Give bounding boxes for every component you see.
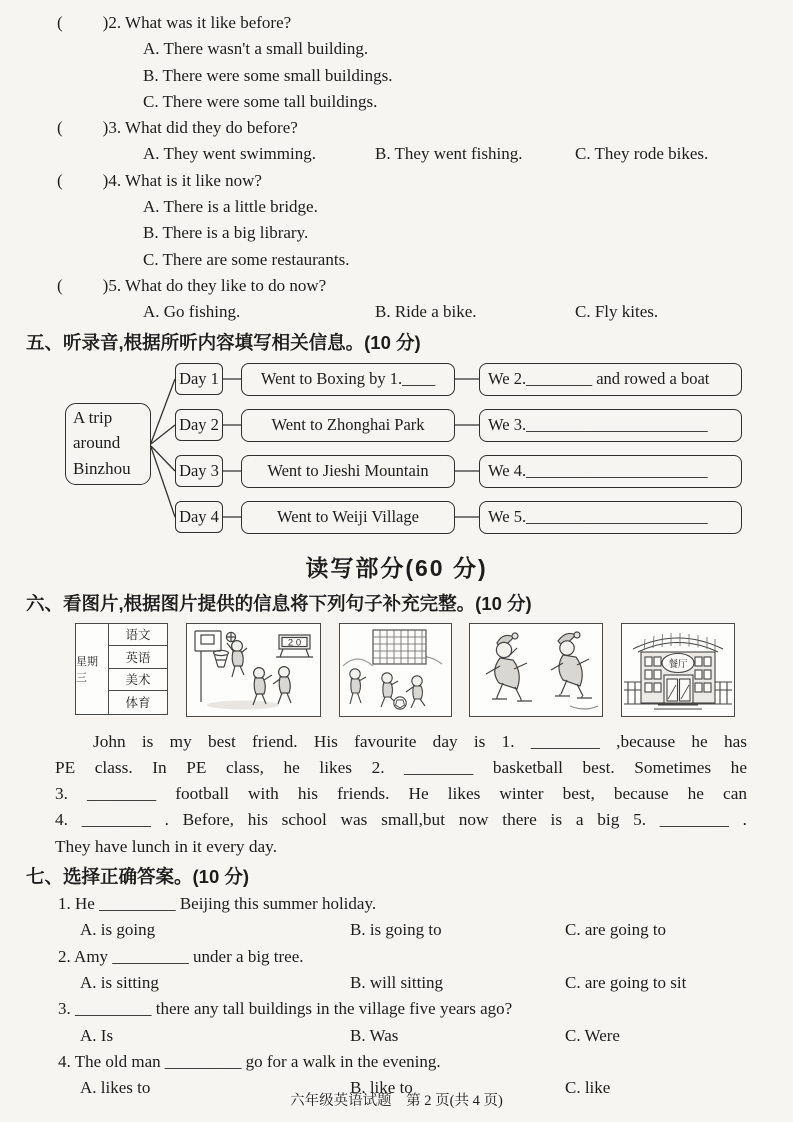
question-stem: 4. What is it like now? <box>108 170 262 190</box>
option-text: B. Was <box>350 1025 399 1045</box>
option-text: C. like <box>565 1078 611 1098</box>
grammar-mcq-block <box>0 891 793 1101</box>
diagram-day-box: Day 2 <box>175 409 223 441</box>
page-footer: 六年级英语试题 第 2 页(共 4 页) <box>290 1093 503 1109</box>
bracket-open: ( <box>57 170 63 190</box>
diagram-day-box: Day 3 <box>175 455 223 487</box>
bracket-open: ( <box>57 13 63 32</box>
option-text: C. are going to sit <box>565 972 687 992</box>
options-row <box>80 970 793 996</box>
question-stem: 3. What did they do before? <box>108 118 298 138</box>
option-text: C. There are some restaurants. <box>143 249 350 269</box>
schedule-day-cell: 星期三 <box>76 624 109 714</box>
option-text: A. There wasn't a small building. <box>143 39 369 59</box>
diagram-activity-box: Went to Boxing by 1.____ <box>241 363 455 396</box>
schedule-subject-cell: 美术 <box>109 669 167 692</box>
picture-basketball <box>186 623 321 717</box>
question-stem: 2. Amy _________ under a big tree. <box>58 946 304 966</box>
schedule-subject-cell: 英语 <box>109 646 167 669</box>
question-stem: 4. The old man _________ go for a walk in the evening. <box>58 1051 441 1071</box>
paragraph-line: 4. ________ . Before, his school was small,but now there is a big 5. ________ . <box>55 810 747 830</box>
answer-bracket <box>57 276 108 295</box>
option-text: B. like to <box>350 1078 413 1098</box>
part2-title: 读写部分(60 分) <box>305 554 488 581</box>
option-text: B. They went fishing. <box>375 144 523 164</box>
diagram-day-box: Day 1 <box>175 363 223 395</box>
answer-bracket <box>57 13 108 32</box>
pictures-row <box>75 623 735 717</box>
bracket-close: ) <box>102 118 109 138</box>
option-text: A. Go fishing. <box>143 302 241 322</box>
options-row <box>80 1023 793 1049</box>
answer-bracket <box>57 118 108 137</box>
scoreboard-text: 2 0 <box>287 637 301 649</box>
section5-heading: 五、听录音,根据所听内容填写相关信息。(10 分) <box>26 331 421 353</box>
bracket-open: ( <box>57 118 63 138</box>
option-text: B. There were some small buildings. <box>143 65 393 85</box>
diagram-activity-box: Went to Jieshi Mountain <box>241 455 455 488</box>
picture-football <box>339 623 452 717</box>
option-text: A. likes to <box>80 1078 151 1098</box>
diagram-day-box: Day 4 <box>175 501 223 533</box>
option-text: B. will sitting <box>350 972 444 992</box>
paragraph-line: 3. ________ football with his friends. He likes winter best, because he can <box>55 784 747 804</box>
schedule-subject-cell: 语文 <box>109 624 167 647</box>
option-text: C. are going to <box>565 920 667 940</box>
options-row <box>143 299 793 325</box>
schedule-subject-cell: 体育 <box>125 696 151 711</box>
question-stem: 3. _________ there any tall buildings in the village five years ago? <box>58 999 513 1019</box>
question-stem: 1. He _________ Beijing this summer holiday. <box>58 894 377 914</box>
diagram-result-box: We 5.______________________ <box>479 501 742 534</box>
question-line <box>0 10 793 36</box>
paragraph-line: PE class. In PE class, he likes 2. ________ basketball best. Sometimes he <box>55 757 747 777</box>
question-stem: 2. What was it like before? <box>108 13 292 32</box>
option-text: C. Were <box>565 1025 620 1045</box>
picture-skating <box>469 623 603 717</box>
question-stem: 5. What do they like to do now? <box>108 275 327 295</box>
diagram-activity-box: Went to Zhonghai Park <box>241 409 455 442</box>
section7-heading: 七、选择正确答案。(10 分) <box>26 866 250 888</box>
options-row <box>143 141 793 167</box>
option-text: C. Fly kites. <box>575 302 659 322</box>
option-text: C. They rode bikes. <box>575 144 709 164</box>
option-text: C. There were some tall buildings. <box>143 91 378 111</box>
schedule-table <box>75 623 168 715</box>
canteen-sign-text: 餐厅 <box>668 658 688 670</box>
diagram-result-box: We 3.______________________ <box>479 409 742 442</box>
question-line <box>0 168 793 194</box>
options-row <box>80 917 793 943</box>
paragraph-line: John is my best friend. His favourite day is 1. ________ ,because he has <box>93 731 747 751</box>
bracket-open: ( <box>57 275 63 295</box>
option-text: A. is going <box>80 920 156 940</box>
reading-paragraph <box>55 729 747 860</box>
bracket-close: ) <box>102 13 109 32</box>
answer-bracket <box>57 171 108 190</box>
question-line <box>0 115 793 141</box>
option-text: B. is going to <box>350 920 442 940</box>
option-text: A. is sitting <box>80 972 159 992</box>
listening-mcq-block <box>0 0 793 326</box>
option-text: B. Ride a bike. <box>375 302 477 322</box>
diagram-activity-box: Went to Weiji Village <box>241 501 455 534</box>
diagram-root-box: A trip around Binzhou <box>65 403 151 485</box>
question-line <box>0 273 793 299</box>
option-text: A. There is a little bridge. <box>143 197 318 217</box>
section6-heading: 六、看图片,根据图片提供的信息将下列句子补充完整。(10 分) <box>26 592 532 614</box>
diagram-result-box: We 2.________ and rowed a boat <box>479 363 742 396</box>
option-text: A. Is <box>80 1025 114 1045</box>
paragraph-line: They have lunch in it every day. <box>55 836 278 856</box>
diagram-result-box: We 4.______________________ <box>479 455 742 488</box>
trip-diagram <box>57 359 747 545</box>
bracket-close: ) <box>102 170 109 190</box>
picture-canteen <box>621 623 735 717</box>
option-text: B. There is a big library. <box>143 223 309 243</box>
bracket-close: ) <box>102 275 109 295</box>
option-text: A. They went swimming. <box>143 144 316 164</box>
